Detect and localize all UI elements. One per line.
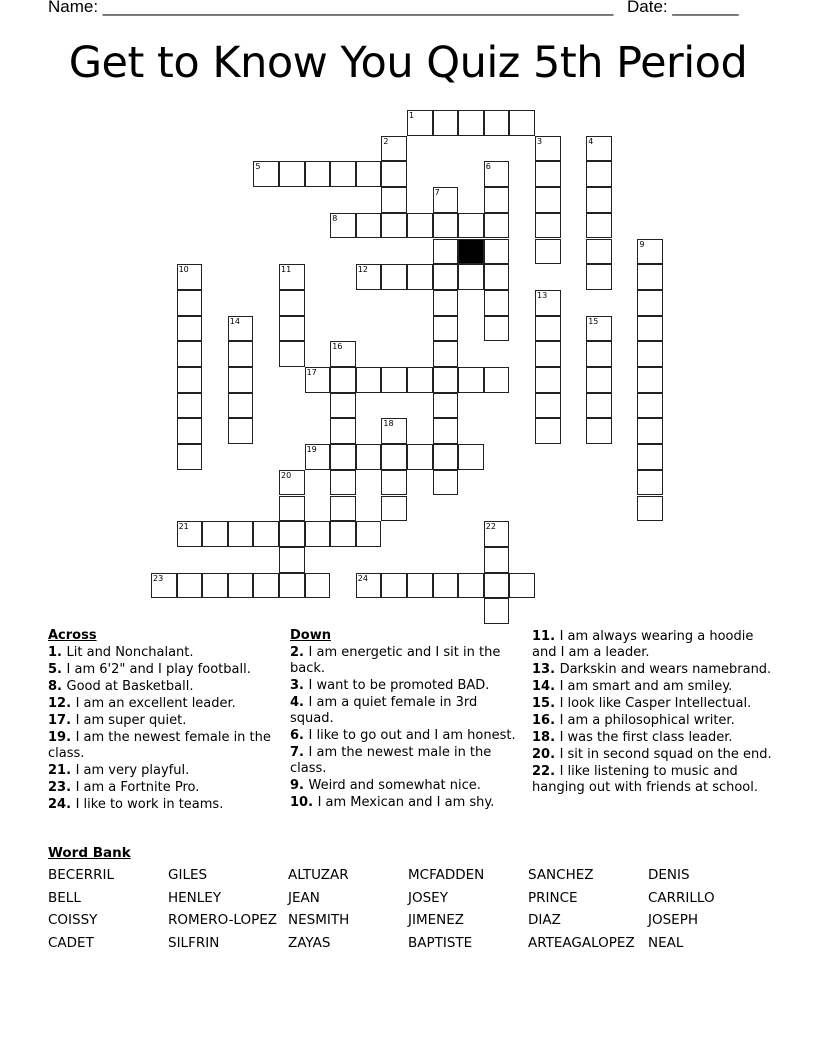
clue-number: 22 (485, 522, 496, 532)
crossword-cell[interactable] (535, 418, 561, 444)
crossword-cell[interactable] (433, 341, 459, 367)
crossword-cell[interactable] (381, 496, 407, 522)
clue-item (532, 629, 772, 661)
crossword-cell[interactable] (535, 161, 561, 187)
across-clue-list (48, 645, 283, 813)
crossword-cell[interactable] (433, 316, 459, 342)
crossword-cell[interactable] (458, 264, 484, 290)
crossword-cell[interactable] (253, 521, 279, 547)
clue-number: 14 (229, 316, 240, 326)
crossword-cell[interactable] (330, 470, 356, 496)
clue-text: Weird and somewhat nice. (308, 778, 481, 793)
crossword-cell[interactable] (356, 367, 382, 393)
clue-text: I am a quiet female in 3rd squad. (290, 695, 478, 726)
clue-text: I like to work in teams. (75, 797, 224, 812)
crossword-cell[interactable] (484, 213, 510, 239)
word-bank-item: JOSEY (408, 889, 448, 906)
crossword-cell[interactable] (637, 239, 663, 265)
crossword-cell[interactable] (330, 213, 356, 239)
crossword-cell[interactable] (535, 136, 561, 162)
word-bank-item: COISSY (48, 912, 98, 928)
date-field-label: Date: _______ (627, 0, 739, 16)
crossword-cell[interactable] (484, 239, 510, 265)
crossword-cell[interactable] (305, 521, 331, 547)
clue-item (48, 696, 283, 712)
crossword-cell[interactable] (637, 418, 663, 444)
crossword-cell[interactable] (433, 239, 459, 265)
crossword-cell[interactable] (433, 573, 459, 599)
clue-number: 11 (281, 265, 292, 275)
crossword-cell[interactable] (535, 367, 561, 393)
down-heading: Down (290, 628, 331, 643)
clue-text: I am the newest female in the class. (48, 730, 271, 761)
clue-number: 7 (434, 188, 440, 198)
clue-number: 5. (48, 662, 67, 677)
crossword-cell[interactable] (381, 264, 407, 290)
word-bank-item: ROMERO-LOPEZ (168, 912, 278, 928)
clue-number: 3. (290, 678, 309, 693)
clue-number: 19. (48, 730, 76, 745)
crossword-cell[interactable] (484, 110, 510, 136)
clue-item (48, 645, 283, 661)
crossword-cell[interactable] (407, 264, 433, 290)
clue-number: 8 (332, 213, 338, 223)
crossword-cell[interactable] (330, 444, 356, 470)
word-bank-item: PRINCE (528, 889, 578, 906)
crossword-cell[interactable] (279, 496, 305, 522)
clue-text: I am 6'2" and I play football. (66, 662, 251, 677)
word-bank-item: ZAYAS (288, 934, 331, 951)
crossword-cell[interactable] (356, 444, 382, 470)
clue-number: 7. (290, 745, 309, 760)
clue-number: 6 (485, 162, 491, 172)
word-bank-item: DIAZ (528, 912, 561, 928)
crossword-cell[interactable] (228, 367, 254, 393)
crossword-cell[interactable] (228, 521, 254, 547)
word-bank-item: JIMENEZ (408, 912, 465, 928)
word-bank-item: SILFRIN (168, 934, 220, 951)
clue-item (290, 728, 522, 744)
crossword-cell[interactable] (381, 136, 407, 162)
crossword-cell[interactable] (253, 573, 279, 599)
word-bank-item: BAPTISTE (408, 934, 473, 951)
crossword-cell[interactable] (535, 316, 561, 342)
crossword-cell[interactable] (407, 367, 433, 393)
word-bank-item: MCFADDEN (408, 867, 485, 883)
clue-item (48, 763, 283, 779)
crossword-cell[interactable] (356, 573, 382, 599)
clue-text: I am a Fortnite Pro. (75, 780, 200, 795)
crossword-cell[interactable] (484, 264, 510, 290)
clue-text: I like to go out and I am honest. (308, 728, 516, 743)
crossword-cell[interactable] (484, 598, 510, 624)
clue-number: 6. (290, 728, 309, 743)
clue-item (48, 780, 283, 796)
clue-number: 17. (48, 713, 76, 728)
crossword-cell[interactable] (484, 316, 510, 342)
crossword-cell[interactable] (228, 418, 254, 444)
crossword-cell[interactable] (279, 264, 305, 290)
crossword-cell[interactable] (228, 393, 254, 419)
clue-number: 4. (290, 695, 309, 710)
clue-number: 14. (532, 679, 560, 694)
word-bank-item: ALTUZAR (288, 867, 349, 883)
crossword-cell[interactable] (177, 290, 203, 316)
crossword-cell[interactable] (253, 161, 279, 187)
clue-number: 22. (532, 764, 560, 779)
crossword-cell[interactable] (407, 444, 433, 470)
crossword-cell[interactable] (356, 161, 382, 187)
crossword-cell[interactable] (535, 290, 561, 316)
crossword-cell[interactable] (586, 341, 612, 367)
word-bank-item: DENIS (648, 867, 690, 883)
crossword-cell[interactable] (177, 573, 203, 599)
clue-number: 10 (178, 265, 189, 275)
clue-item (532, 713, 772, 729)
crossword-cell[interactable] (637, 264, 663, 290)
crossword-cell[interactable] (637, 367, 663, 393)
crossword-cell[interactable] (305, 444, 331, 470)
down-clue-list (290, 645, 522, 811)
crossword-cell[interactable] (484, 161, 510, 187)
clue-number: 15 (588, 316, 599, 326)
crossword-cell[interactable] (330, 367, 356, 393)
clue-number: 12 (357, 265, 368, 275)
crossword-cell[interactable] (433, 470, 459, 496)
crossword-cell[interactable] (433, 187, 459, 213)
crossword-cell[interactable] (535, 393, 561, 419)
crossword-cell[interactable] (177, 521, 203, 547)
clue-item (532, 696, 772, 712)
clue-number: 1. (48, 645, 67, 660)
clue-number: 16 (332, 342, 343, 352)
clue-number: 15. (532, 696, 560, 711)
clue-number: 2. (290, 645, 309, 660)
crossword-cell[interactable] (177, 393, 203, 419)
crossword-cell[interactable] (433, 264, 459, 290)
clue-number: 10. (290, 795, 318, 810)
crossword-cell[interactable] (381, 444, 407, 470)
clue-text: I sit in second squad on the end. (559, 747, 772, 762)
clue-text: I am very playful. (75, 763, 190, 778)
clue-item (48, 797, 283, 813)
word-bank-item: HENLEY (168, 889, 222, 906)
crossword-cell[interactable] (330, 521, 356, 547)
word-bank-item: BECERRIL (48, 867, 115, 883)
clue-text: I like listening to music and hanging out with friends at school. (532, 764, 759, 795)
crossword-cell[interactable] (279, 521, 305, 547)
crossword-cell[interactable] (484, 573, 510, 599)
clue-item (48, 730, 283, 762)
clue-number: 8. (48, 679, 67, 694)
clue-item (290, 678, 522, 694)
clue-number: 24 (357, 573, 368, 583)
word-bank-item: JOSEPH (648, 912, 698, 928)
clue-number: 4 (588, 136, 594, 146)
clue-item (532, 662, 772, 678)
crossword-cell[interactable] (330, 341, 356, 367)
clue-item (290, 778, 522, 794)
crossword-cell[interactable] (381, 367, 407, 393)
clue-text: Darkskin and wears namebrand. (559, 662, 772, 677)
word-bank-heading: Word Bank (48, 845, 131, 861)
clue-text: I look like Casper Intellectual. (559, 696, 752, 711)
crossword-cell[interactable] (381, 573, 407, 599)
crossword-cell[interactable] (637, 393, 663, 419)
crossword-cell[interactable] (279, 290, 305, 316)
word-bank-item: SANCHEZ (528, 867, 594, 883)
crossword-cell[interactable] (228, 573, 254, 599)
crossword-cell[interactable] (458, 110, 484, 136)
clue-number: 12. (48, 696, 76, 711)
crossword-cell[interactable] (305, 161, 331, 187)
clue-item (532, 730, 772, 746)
crossword-cell[interactable] (407, 213, 433, 239)
crossword-cell[interactable] (535, 213, 561, 239)
crossword-cell[interactable] (535, 187, 561, 213)
down-clues-continued (532, 629, 772, 797)
crossword-cell[interactable] (433, 393, 459, 419)
word-bank-item: NESMITH (288, 912, 350, 928)
crossword-cell[interactable] (381, 213, 407, 239)
clue-number: 19 (306, 445, 317, 455)
clue-number: 11. (532, 629, 560, 644)
crossword-black-cell (458, 239, 484, 265)
crossword-cell[interactable] (279, 341, 305, 367)
word-bank-item: NEAL (648, 934, 684, 951)
down-clues (290, 628, 522, 812)
crossword-cell[interactable] (433, 213, 459, 239)
clue-number: 16. (532, 713, 560, 728)
clue-text: Lit and Nonchalant. (66, 645, 194, 660)
crossword-cell[interactable] (330, 393, 356, 419)
clue-item (532, 764, 772, 796)
crossword-cell[interactable] (330, 418, 356, 444)
crossword-cell[interactable] (458, 573, 484, 599)
clue-text: I am an excellent leader. (75, 696, 236, 711)
crossword-cell[interactable] (458, 444, 484, 470)
clue-item (532, 747, 772, 763)
clue-text: I am smart and am smiley. (559, 679, 733, 694)
clue-text: I am Mexican and I am shy. (317, 795, 495, 810)
crossword-cell[interactable] (586, 136, 612, 162)
crossword-cell[interactable] (433, 110, 459, 136)
crossword-cell[interactable] (407, 573, 433, 599)
crossword-cell[interactable] (484, 367, 510, 393)
crossword-cell[interactable] (177, 316, 203, 342)
word-bank-list (48, 867, 768, 951)
clue-item (48, 713, 283, 729)
clue-text: I am energetic and I sit in the back. (290, 645, 501, 676)
word-bank-item: JEAN (288, 889, 320, 906)
clue-number: 20 (281, 470, 292, 480)
crossword-cell[interactable] (330, 496, 356, 522)
clue-text: I am always wearing a hoodie and I am a leader. (532, 629, 754, 660)
crossword-cell[interactable] (535, 239, 561, 265)
crossword-cell[interactable] (586, 393, 612, 419)
down-clue-list-continued (532, 629, 772, 796)
clue-number: 21 (178, 522, 189, 532)
crossword-cell[interactable] (586, 213, 612, 239)
clue-item (532, 679, 772, 695)
word-bank-item: CADET (48, 934, 94, 951)
clue-number: 21. (48, 763, 76, 778)
crossword-cell[interactable] (586, 316, 612, 342)
crossword-cell[interactable] (279, 573, 305, 599)
crossword-cell[interactable] (637, 470, 663, 496)
crossword-cell[interactable] (484, 187, 510, 213)
crossword-cell[interactable] (586, 367, 612, 393)
page-title: Get to Know You Quiz 5th Period (68, 38, 748, 88)
clue-text: I was the first class leader. (559, 730, 733, 745)
clue-number: 24. (48, 797, 76, 812)
crossword-cell[interactable] (177, 418, 203, 444)
clue-text: Good at Basketball. (66, 679, 194, 694)
across-heading: Across (48, 628, 97, 643)
crossword-cell[interactable] (586, 239, 612, 265)
crossword-cell[interactable] (535, 341, 561, 367)
clue-number: 13 (537, 290, 548, 300)
crossword-cell[interactable] (177, 264, 203, 290)
crossword-cell[interactable] (279, 547, 305, 573)
word-bank (48, 845, 768, 951)
clue-item (48, 679, 283, 695)
crossword-cell[interactable] (356, 264, 382, 290)
clue-number: 9 (639, 239, 645, 249)
clue-number: 2 (383, 136, 389, 146)
crossword-cell[interactable] (177, 367, 203, 393)
crossword-cell[interactable] (356, 521, 382, 547)
clue-number: 20. (532, 747, 560, 762)
clue-number: 18 (383, 419, 394, 429)
crossword-cell[interactable] (356, 213, 382, 239)
crossword-cell[interactable] (202, 521, 228, 547)
crossword-cell[interactable] (637, 290, 663, 316)
word-bank-item: BELL (48, 889, 81, 906)
crossword-cell[interactable] (202, 573, 228, 599)
crossword-cell[interactable] (433, 367, 459, 393)
crossword-cell[interactable] (586, 161, 612, 187)
word-bank-item: GILES (168, 867, 208, 883)
crossword-cell[interactable] (330, 161, 356, 187)
clue-item (290, 795, 522, 811)
crossword-cell[interactable] (279, 470, 305, 496)
crossword-cell[interactable] (228, 316, 254, 342)
clue-text: I want to be promoted BAD. (308, 678, 490, 693)
crossword-cell[interactable] (381, 470, 407, 496)
crossword-cell[interactable] (279, 316, 305, 342)
crossword-cell[interactable] (586, 187, 612, 213)
crossword-cell[interactable] (228, 341, 254, 367)
crossword-cell[interactable] (484, 521, 510, 547)
crossword-cell[interactable] (484, 547, 510, 573)
clue-number: 18. (532, 730, 560, 745)
crossword-cell[interactable] (637, 444, 663, 470)
clue-text: I am the newest male in the class. (290, 745, 492, 776)
crossword-cell[interactable] (381, 161, 407, 187)
clue-text: I am a philosophical writer. (559, 713, 735, 728)
word-bank-item: ARTEAGALOPEZ (528, 934, 635, 951)
clue-number: 13. (532, 662, 560, 677)
crossword-cell[interactable] (177, 341, 203, 367)
crossword-cell[interactable] (509, 573, 535, 599)
clue-number: 23. (48, 780, 76, 795)
name-field-label: Name: ______________________________________________________ (48, 0, 614, 16)
clue-item (48, 662, 283, 678)
clue-number: 3 (537, 136, 543, 146)
crossword-cell[interactable] (381, 418, 407, 444)
crossword-cell[interactable] (484, 290, 510, 316)
crossword-cell[interactable] (407, 110, 433, 136)
crossword-cell[interactable] (637, 316, 663, 342)
clue-text: I am super quiet. (75, 713, 187, 728)
crossword-cell[interactable] (586, 264, 612, 290)
clue-number: 23 (153, 573, 164, 583)
crossword-cell[interactable] (458, 213, 484, 239)
crossword-cell[interactable] (433, 290, 459, 316)
across-clues (48, 628, 283, 814)
crossword-cell[interactable] (637, 496, 663, 522)
clue-item (290, 645, 522, 677)
crossword-cell[interactable] (381, 187, 407, 213)
crossword-cell[interactable] (433, 418, 459, 444)
clue-number: 9. (290, 778, 309, 793)
crossword-cell[interactable] (177, 444, 203, 470)
clue-item (290, 695, 522, 727)
crossword-cell[interactable] (151, 573, 177, 599)
clue-item (290, 745, 522, 777)
clue-number: 5 (255, 162, 261, 172)
word-bank-item: CARRILLO (648, 889, 715, 906)
crossword-cell[interactable] (586, 418, 612, 444)
crossword-cell[interactable] (305, 367, 331, 393)
crossword-cell[interactable] (305, 573, 331, 599)
crossword-cell[interactable] (458, 367, 484, 393)
crossword-cell[interactable] (637, 341, 663, 367)
crossword-cell[interactable] (509, 110, 535, 136)
crossword-cell[interactable] (433, 444, 459, 470)
crossword-cell[interactable] (279, 161, 305, 187)
clue-number: 17 (306, 368, 317, 377)
clue-number: 1 (409, 111, 415, 120)
